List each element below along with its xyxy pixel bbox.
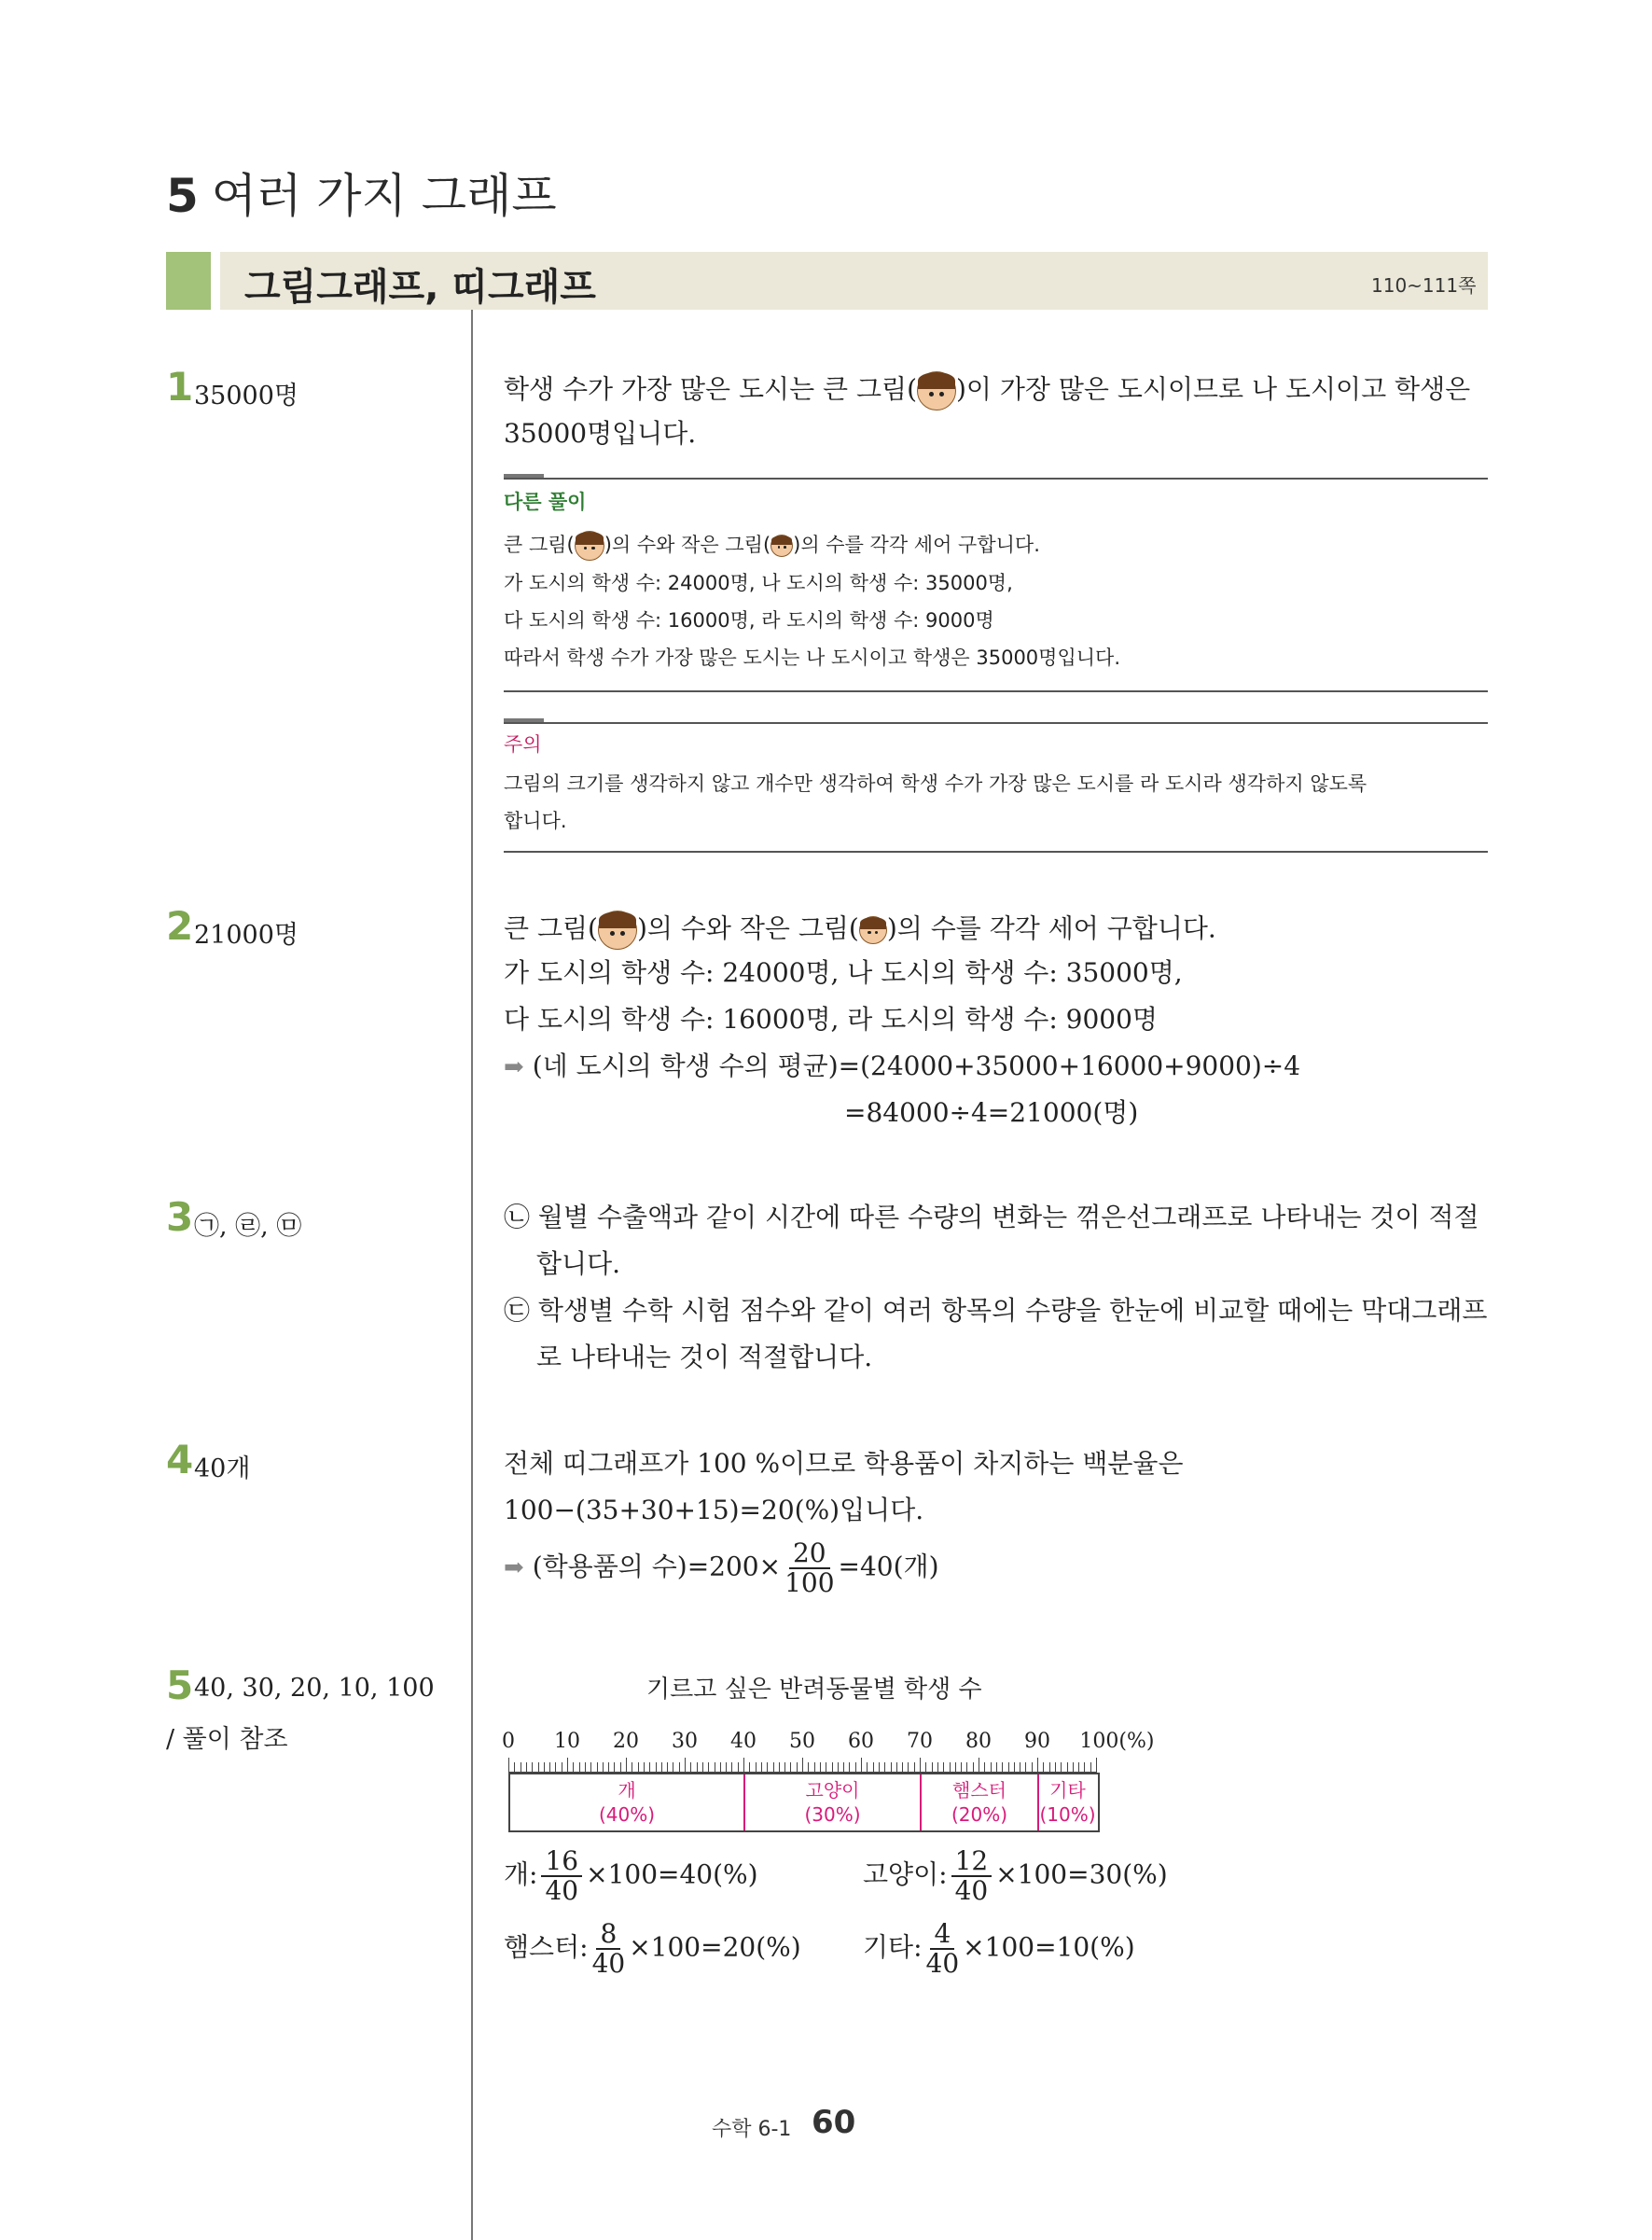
alt-solution-label: 다른 풀이 — [504, 491, 587, 513]
strip-segment-value: (30%) — [804, 1803, 861, 1826]
problem-answer: 40개 — [194, 1454, 251, 1483]
section-number-mark — [166, 252, 220, 310]
explanation-line: 큰 그림( )의 수와 작은 그림( )의 수를 각각 세어 구합니다. — [504, 911, 1216, 950]
problem-answer: 21000명 — [194, 921, 298, 950]
axis-tick-label: 40 — [730, 1730, 757, 1753]
fraction: $\frac{16}{40}$ — [541, 1847, 582, 1905]
small-face-icon — [859, 916, 887, 944]
chapter-number: 5 — [166, 169, 199, 223]
footer-label: 수학 6-1 — [712, 2118, 792, 2141]
strip-segment-value: (20%) — [951, 1803, 1008, 1826]
axis-tick — [861, 1758, 862, 1773]
axis-tick — [508, 1758, 509, 1773]
explanation-line: 학생 수가 가장 많은 도시는 큰 그림( )이 가장 많은 도시이므로 나 도시이고 학생은 — [504, 371, 1470, 410]
axis-tick-label: 100(%) — [1079, 1730, 1155, 1753]
problem-number: 1 — [166, 364, 194, 410]
divider — [504, 722, 1488, 724]
page-number: 60 — [812, 2104, 856, 2141]
axis-tick-label: 20 — [613, 1730, 639, 1753]
section-title: 그림그래프, 띠그래프 — [244, 266, 596, 309]
problem-answer-note: / 풀이 참조 — [166, 1725, 288, 1754]
big-face-icon — [917, 371, 956, 410]
explanation-line: 다 도시의 학생 수: 16000명, 라 도시의 학생 수: 9000명 — [504, 1004, 1158, 1035]
explanation-line: 35000명입니다. — [504, 418, 697, 449]
problem-number: 5 — [166, 1663, 194, 1708]
divider — [504, 851, 1488, 853]
axis-tick-label: 10 — [554, 1730, 580, 1753]
problem-answer: 40, 30, 20, 10, 100 — [194, 1674, 435, 1703]
axis-tick-label: 80 — [965, 1730, 992, 1753]
strip-segment-label: 개 — [618, 1779, 636, 1802]
explanation-line: 가 도시의 학생 수: 24000명, 나 도시의 학생 수: 35000명, — [504, 957, 1183, 988]
axis-tick — [567, 1758, 568, 1773]
axis-tick-label: 30 — [672, 1730, 698, 1753]
axis-tick — [626, 1758, 627, 1773]
calc-line: 개: $\frac{16}{40}$ ×100=40(%) — [504, 1845, 758, 1906]
chapter-title: 여러 가지 그래프 — [211, 169, 557, 223]
problem-number: 2 — [166, 903, 194, 949]
axis-tick-label: 0 — [502, 1730, 515, 1753]
problem-number: 4 — [166, 1437, 194, 1482]
fraction: $\frac{20}{100}$ — [784, 1537, 835, 1598]
axis-tick-label: 60 — [848, 1730, 874, 1753]
axis-tick — [1037, 1758, 1038, 1773]
strip-segment-value: (40%) — [598, 1803, 656, 1826]
strip-segment-label: 고양이 — [805, 1779, 860, 1802]
fraction: $\frac{12}{40}$ — [951, 1847, 993, 1905]
explanation-line: 전체 띠그래프가 100 %이므로 학용품이 차지하는 백분율은 — [504, 1448, 1184, 1479]
strip-segment — [745, 1774, 922, 1830]
strip-segment — [922, 1774, 1039, 1830]
axis-tick — [743, 1758, 744, 1773]
axis-tick — [920, 1758, 921, 1773]
column-divider — [471, 310, 473, 2240]
graph-title: 기르고 싶은 반려동물별 학생 수 — [646, 1676, 982, 1704]
axis-tick — [802, 1758, 803, 1773]
big-face-icon — [575, 531, 604, 561]
caution-line: 그림의 크기를 생각하지 않고 개수만 생각하여 학생 수가 가장 많은 도시를 라 도시라 생각하지 않도록 — [504, 772, 1367, 795]
axis-tick-label: 70 — [907, 1730, 933, 1753]
strip-segment-label: 햄스터 — [952, 1779, 1006, 1802]
fraction: $\frac{4}{40}$ — [925, 1918, 960, 1979]
problem-answer: ㉠, ㉣, ㉤ — [194, 1212, 302, 1241]
alt-solution-line: 따라서 학생 수가 가장 많은 도시는 나 도시이고 학생은 35000명입니다. — [504, 647, 1120, 669]
explanation-line: 100−(35+30+15)=20(%)입니다. — [504, 1495, 924, 1525]
explanation-line: =84000÷4=21000(명) — [844, 1097, 1139, 1128]
big-face-icon — [598, 911, 637, 950]
axis-tick — [1096, 1758, 1097, 1773]
strip-segment-value: (10%) — [1039, 1803, 1096, 1826]
explanation-line: 로 나타내는 것이 적절합니다. — [536, 1342, 873, 1372]
calc-line: 고양이: $\frac{12}{40}$ ×100=30(%) — [863, 1845, 1168, 1906]
chapter-heading — [166, 159, 557, 226]
explanation-line: 합니다. — [536, 1248, 621, 1279]
alt-solution-line: 큰 그림( )의 수와 작은 그림( )의 수를 각각 세어 구합니다. — [504, 530, 1040, 561]
axis-tick-label: 90 — [1024, 1730, 1050, 1753]
section-pages: 110~111쪽 — [1371, 274, 1477, 297]
explanation-line: ㉡ 월별 수출액과 같이 시간에 따른 수량의 변화는 꺾은선그래프로 나타내는 것이 적절 — [504, 1202, 1479, 1232]
strip-segment — [510, 1774, 745, 1830]
fraction: $\frac{8}{40}$ — [591, 1918, 626, 1979]
strip-segment — [1039, 1774, 1096, 1830]
arrow-right-icon: ➡ — [504, 1053, 524, 1081]
caution-label: 주의 — [504, 733, 542, 756]
explanation-line: ➡ (학용품의 수)=200× $\frac{20}{100}$ =40(개) — [504, 1537, 939, 1598]
problem-number: 3 — [166, 1194, 194, 1240]
arrow-right-icon: ➡ — [504, 1553, 524, 1582]
axis-tick-label: 50 — [789, 1730, 815, 1753]
strip-segment-label: 기타 — [1049, 1779, 1086, 1802]
problem-answer: 35000명 — [194, 382, 298, 410]
caution-line: 합니다. — [504, 810, 567, 832]
explanation-line: ➡ (네 도시의 학생 수의 평균)=(24000+35000+16000+9000)÷4 — [504, 1050, 1301, 1081]
divider — [504, 478, 1488, 480]
alt-solution-line: 다 도시의 학생 수: 16000명, 라 도시의 학생 수: 9000명 — [504, 609, 994, 632]
small-face-icon — [770, 535, 793, 557]
calc-line: 기타: $\frac{4}{40}$ ×100=10(%) — [863, 1918, 1135, 1979]
calc-line: 햄스터: $\frac{8}{40}$ ×100=20(%) — [504, 1918, 801, 1979]
alt-solution-line: 가 도시의 학생 수: 24000명, 나 도시의 학생 수: 35000명, — [504, 572, 1013, 594]
strip-graph — [508, 1773, 1100, 1832]
axis-tick — [685, 1758, 686, 1773]
divider — [504, 690, 1488, 692]
explanation-line: ㉢ 학생별 수학 시험 점수와 같이 여러 항목의 수량을 한눈에 비교할 때에는 막대그래프 — [504, 1295, 1488, 1326]
